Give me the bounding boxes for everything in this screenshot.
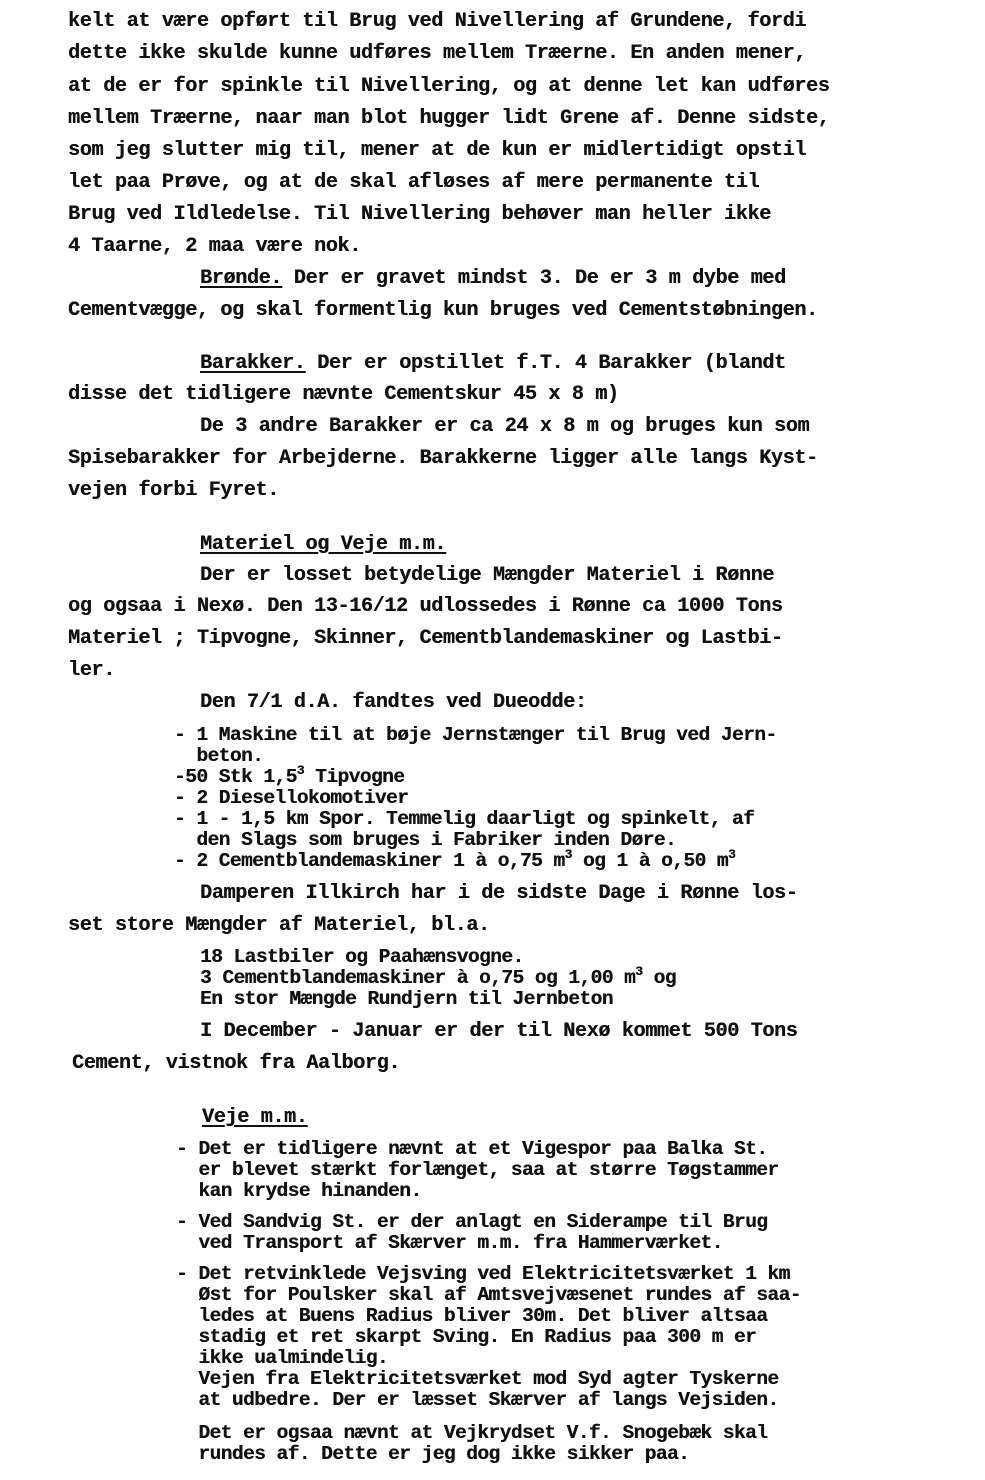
text-line: Cement, vistnok fra Aalborg. — [72, 1052, 401, 1075]
list-item: Øst for Poulsker skal af Amtsvejvæsenet rundes af saa- — [176, 1284, 801, 1306]
list-item: kan krydse hinanden. — [176, 1180, 422, 1202]
text-line: Der er gravet mindst 3. De er 3 m dybe med — [282, 267, 786, 290]
text-line: og 1 à o,50 m — [571, 850, 728, 872]
text-line: -50 Stk 1,5 — [174, 766, 297, 788]
list-item: Vejen fra Elektricitetsværket mod Syd agter Tyskerne — [176, 1368, 779, 1390]
text-line: I December - Januar er der til Nexø kommet 500 Tons — [200, 1020, 798, 1043]
list-item: ledes at Buens Radius bliver 30m. Det bliver altsaa — [176, 1305, 768, 1327]
text-line: 4 Taarne, 2 maa være nok. — [68, 235, 361, 258]
list-item: - Ved Sandvig St. er der anlagt en Siderampe til Brug — [176, 1211, 768, 1233]
text-line: vejen forbi Fyret. — [68, 479, 279, 502]
text-line: 3 Cementblandemaskiner à o,75 og 1,00 m — [200, 967, 636, 989]
list-item: stadig et ret skarpt Sving. En Radius paa 300 m er — [176, 1326, 757, 1348]
list-item: - 1 - 1,5 km Spor. Temmelig daarligt og spinkelt, af — [174, 808, 755, 830]
text-line: Der er losset betydelige Mængder Materiel i Rønne — [200, 564, 775, 587]
text-line: Spisebarakker for Arbejderne. Barakkerne ligger alle langs Kyst- — [68, 447, 818, 470]
text-line: let paa Prøve, og at de skal afløses af mere permanente til — [68, 171, 760, 194]
text-line: Materiel ; Tipvogne, Skinner, Cementblandemaskiner og Lastbi- — [68, 627, 783, 650]
list-item: beton. — [174, 745, 264, 767]
list-item — [174, 763, 405, 788]
list-item: den Slags som bruges i Fabriker inden Døre. — [174, 829, 677, 851]
list-item: - Det retvinklede Vejsving ved Elektricitetsværket 1 km — [176, 1263, 790, 1285]
text-line: ler. — [68, 659, 115, 682]
list-item: Det er ogsaa nævnt at Vejkrydset V.f. Snogebæk skal — [176, 1422, 768, 1444]
section-heading-barakker: Barakker. — [200, 352, 306, 375]
superscript-3: 3 — [296, 763, 304, 778]
text-line: dette ikke skulde kunne udføres mellem Træerne. En anden mener, — [68, 42, 807, 65]
brond-paragraph-first-line — [200, 269, 786, 289]
list-item: - Det er tidligere nævnt at et Vigespor paa Balka St. — [176, 1138, 768, 1160]
list-item: er blevet stærkt forlænget, saa at større Tøgstammer — [176, 1159, 779, 1181]
text-line: Cementvægge, og skal formentlig kun bruges ved Cementstøbningen. — [68, 299, 818, 322]
text-line: - 2 Cementblandemaskiner 1 à o,75 m — [174, 850, 565, 872]
text-line: Den 7/1 d.A. fandtes ved Dueodde: — [200, 691, 587, 714]
list-item — [200, 964, 676, 989]
section-heading-materiel: Materiel og Veje m.m. — [200, 533, 447, 556]
text-line: Brug ved Ildledelse. Til Nivellering behøver man heller ikke — [68, 203, 771, 226]
list-item — [174, 847, 736, 872]
text-line: at de er for spinkle til Nivellering, og at denne let kan udføres — [68, 75, 830, 98]
superscript-3: 3 — [635, 964, 643, 979]
text-line: De 3 andre Barakker er ca 24 x 8 m og bruges kun som — [200, 415, 810, 438]
list-item: at udbedre. Der er læsset Skærver af langs Vejsiden. — [176, 1389, 779, 1411]
list-item: ikke ualmindelig. — [176, 1347, 389, 1369]
text-line: set store Mængder af Materiel, bl.a. — [68, 914, 490, 937]
list-item: ved Transport af Skærver m.m. fra Hammerværket. — [176, 1232, 723, 1254]
text-line: som jeg slutter mig til, mener at de kun er midlertidigt opstil — [68, 139, 807, 162]
text-line: og ogsaa i Nexø. Den 13-16/12 udlossedes i Rønne ca 1000 Tons — [68, 595, 783, 618]
superscript-3: 3 — [564, 847, 572, 862]
text-line: Der er opstillet f.T. 4 Barakker (blandt — [305, 352, 786, 375]
list-item: - 2 Diesellokomotiver — [174, 787, 409, 809]
text-line: Damperen Illkirch har i de sidste Dage i Rønne los- — [200, 882, 798, 905]
superscript-3: 3 — [727, 847, 736, 862]
list-item: 18 Lastbiler og Paahænsvogne. — [200, 946, 524, 968]
list-item: rundes af. Dette er jeg dog ikke sikker paa. — [176, 1443, 690, 1465]
text-line: Tipvogne — [303, 766, 405, 788]
text-line: mellem Træerne, naar man blot hugger lidt Grene af. Denne sidste, — [68, 107, 830, 130]
text-line: disse det tidligere nævnte Cementskur 45 x 8 m) — [68, 383, 619, 406]
list-item: En stor Mængde Rundjern til Jernbeton — [200, 988, 613, 1010]
section-heading-brond: Brønde. — [200, 267, 283, 290]
section-heading-veje: Veje m.m. — [202, 1106, 308, 1129]
text-line: og — [642, 967, 676, 989]
text-line: kelt at være opført til Brug ved Nivellering af Grundene, fordi — [68, 10, 807, 33]
list-item: - 1 Maskine til at bøje Jernstænger til Brug ved Jern- — [174, 724, 777, 746]
barakker-paragraph-first-line — [200, 354, 786, 374]
